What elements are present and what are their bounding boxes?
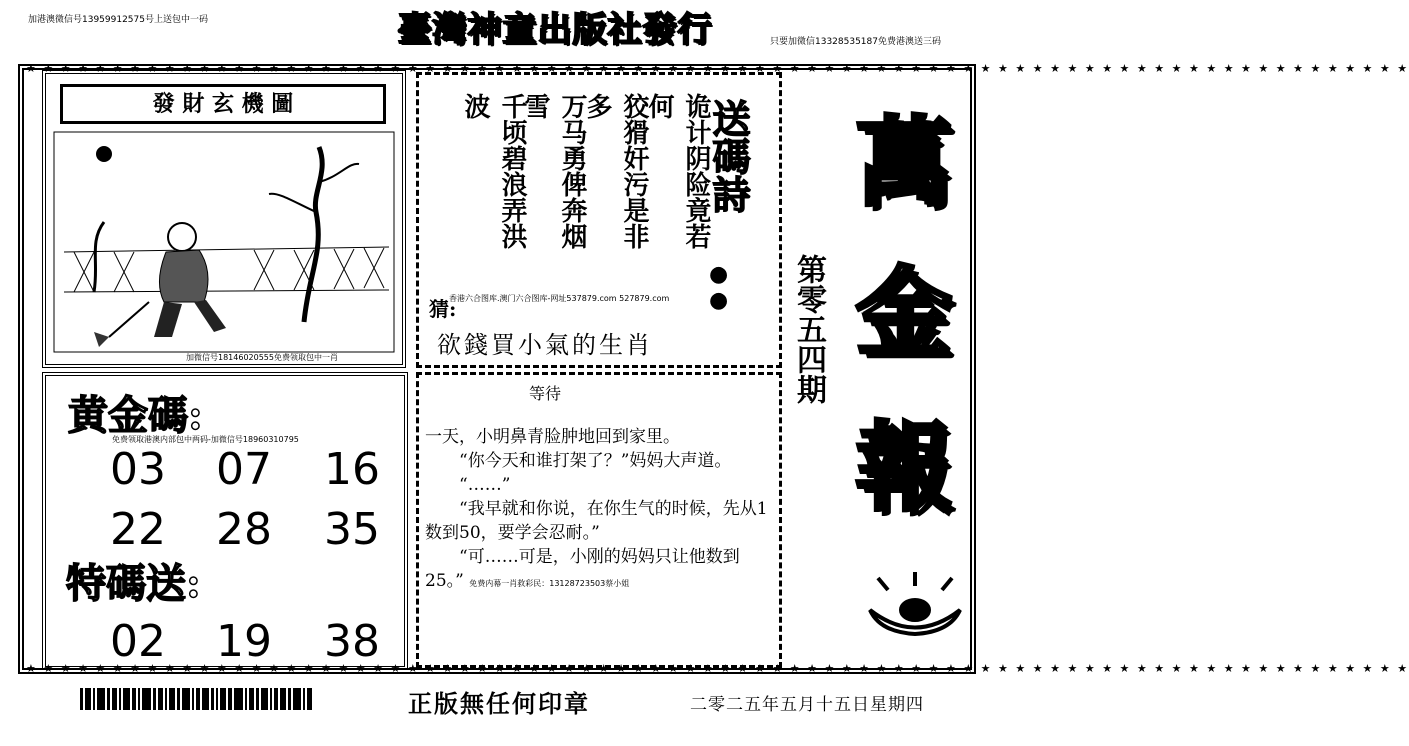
star-border-top: ★ ★ ★ ★ ★ ★ ★ ★ ★ ★ ★ ★ ★ ★ ★ ★ ★ ★ ★ ★ ★ ★ ★ ★ ★ ★ ★ ★ ★ ★ ★ ★ ★ ★ ★ ★ ★ ★ ★ ★ ★ ★ ★ ★ ★ ★ ★ ★ ★ ★ ★ ★ ★ ★ ★ ★ ★ ★ ★ ★ ★ ★ ★ ★ ★ ★ ★ ★ ★ ★ ★ ★ ★ ★ ★ ★ ★ ★ ★ ★ [26, 62, 1409, 75]
illustration-image [54, 132, 394, 352]
gold-number: 35 [324, 504, 380, 555]
brand-char-1: 萬 [856, 106, 952, 219]
picture-panel [42, 70, 406, 368]
gold-panel [42, 372, 408, 670]
gold-number: 03 [110, 444, 166, 495]
poem-line-1: 诡计阴险竟若何 [644, 93, 711, 249]
poem-watermark: 香港六合图库.澳门六合图库-网址537879.com 527879.com [449, 294, 670, 303]
gold-number: 07 [216, 444, 272, 495]
story-panel [416, 372, 782, 668]
story-paragraph: “我早就和你说，在你生气的时候，先从1数到50，要学会忍耐。” [425, 499, 768, 543]
colon-dots: ● ● [709, 261, 729, 313]
picture-caption: 加微信号18146020555免费领取包中一肖 [186, 353, 338, 362]
gold-number: 28 [216, 504, 272, 555]
story-body [425, 425, 771, 596]
footer-center: 正版無任何印章 [408, 689, 590, 718]
story-paragraph: 一天，小明鼻青脸肿地回到家里。 [425, 427, 680, 447]
gold-number: 22 [110, 504, 166, 555]
special-number: 19 [216, 616, 272, 667]
issue-number: 第零五四期 [791, 254, 826, 404]
guess-label: 猜: [429, 297, 457, 321]
story-last-line: “可……可是，小刚的妈妈只让他数到25。” [425, 547, 740, 591]
riddle-text: 欲錢買小氣的生肖 [437, 331, 653, 359]
star-border-bottom: ★ ★ ★ ★ ★ ★ ★ ★ ★ ★ ★ ★ ★ ★ ★ ★ ★ ★ ★ ★ ★ ★ ★ ★ ★ ★ ★ ★ ★ ★ ★ ★ ★ ★ ★ ★ ★ ★ ★ ★ ★ ★ ★ ★ ★ ★ ★ ★ ★ ★ ★ ★ ★ ★ ★ ★ ★ ★ ★ ★ ★ ★ ★ ★ ★ ★ ★ ★ ★ ★ ★ ★ ★ ★ ★ ★ ★ ★ ★ ★ [26, 662, 1409, 675]
gold-ingot-icon [860, 570, 970, 640]
poem-line-4: 千顷碧浪弄洪波 [460, 93, 527, 249]
story-footnote: 免费内幕一肖救彩民：13128723503蔡小姐 [469, 579, 630, 588]
gold-note: 免费领取港澳内部包中两码-加微信号18960310795 [112, 435, 299, 444]
poem-line-3: 万马勇俾奔烟雪 [520, 93, 587, 249]
gold-number: 16 [324, 444, 380, 495]
story-paragraph: “……” [459, 475, 511, 495]
picture-title-box [60, 84, 386, 124]
barcode-image [80, 688, 380, 712]
gold-label: 黄金碼: [68, 392, 203, 439]
header-left-note: 加港澳微信号13959912575号上送包中一码 [28, 15, 208, 25]
picture-title: 發 財 玄 機 圖 [152, 91, 294, 117]
story-paragraph [425, 545, 771, 596]
poem-heading: 送碼詩 [706, 99, 751, 213]
poem-panel [416, 72, 782, 368]
poem-line-2: 狡猾奸污是非多 [582, 93, 649, 249]
footer-date: 二零二五年五月十五日星期四 [690, 695, 924, 715]
brand-char-3: 報 [856, 411, 952, 524]
publisher-title: 臺灣神童出版社發行 [397, 10, 713, 50]
header-right-note: 只要加微信13328535187免费港澳送三码 [770, 37, 941, 47]
special-number: 02 [110, 616, 166, 667]
special-number: 38 [324, 616, 380, 667]
brand-char-2: 金 [856, 256, 952, 369]
special-label: 特碼送: [66, 560, 201, 607]
story-title: 等待 [529, 384, 562, 403]
story-paragraph: “你今天和谁打架了？”妈妈大声道。 [459, 451, 732, 471]
